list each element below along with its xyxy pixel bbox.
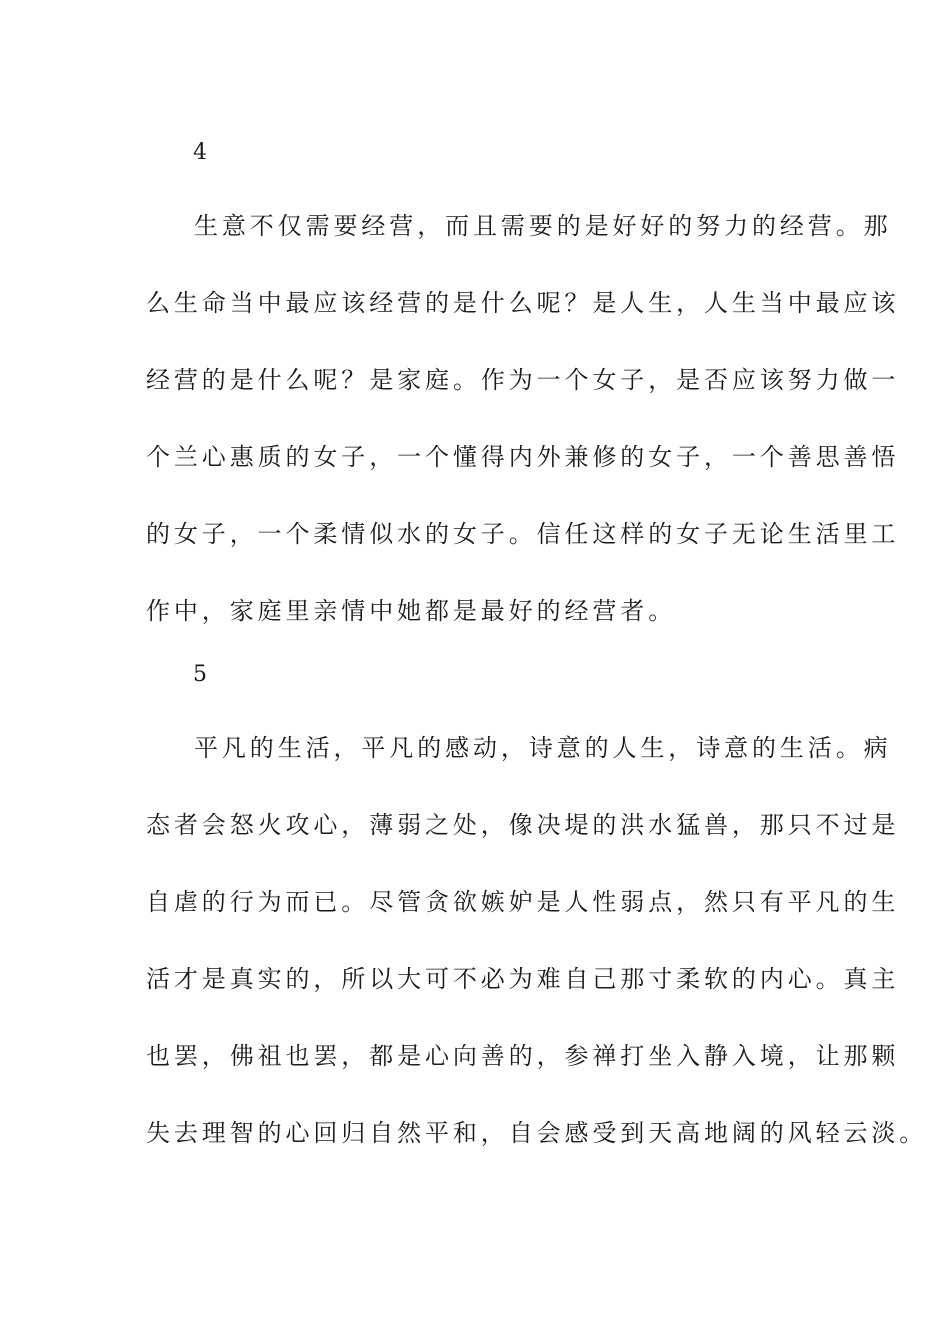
paragraph — [146, 734, 928, 1147]
paragraph — [146, 212, 900, 625]
paragraph-line: 自虐的行为而已。尽管贪欲嫉妒是人性弱点，然只有平凡的生 — [146, 888, 900, 916]
paragraph-line: 态者会怒火攻心，薄弱之处，像决堤的洪水猛兽，那只不过是 — [146, 811, 900, 839]
section-number: 5 — [193, 662, 207, 687]
paragraph-line: 作中，家庭里亲情中她都是最好的经营者。 — [146, 597, 677, 625]
section-number: 4 — [193, 140, 207, 165]
paragraph-line: 活才是真实的，所以大可不必为难自己那寸柔软的内心。真主 — [146, 965, 900, 993]
paragraph-line: 平凡的生活，平凡的感动，诗意的人生，诗意的生活。病 — [194, 734, 892, 762]
paragraph-line: 生意不仅需要经营，而且需要的是好好的努力的经营。那 — [194, 212, 892, 240]
paragraph-line: 失去理智的心回归自然平和，自会感受到天高地阔的风轻云淡。 — [146, 1119, 928, 1147]
paragraph-line: 么生命当中最应该经营的是什么呢？是人生，人生当中最应该 — [146, 289, 900, 317]
paragraph-line: 的女子，一个柔情似水的女子。信任这样的女子无论生活里工 — [146, 520, 900, 548]
paragraph-line: 经营的是什么呢？是家庭。作为一个女子，是否应该努力做一 — [146, 366, 900, 394]
paragraph-line: 也罢，佛祖也罢，都是心向善的，参禅打坐入静入境，让那颗 — [146, 1042, 900, 1070]
paragraph-line: 个兰心惠质的女子，一个懂得内外兼修的女子，一个善思善悟 — [146, 443, 900, 471]
